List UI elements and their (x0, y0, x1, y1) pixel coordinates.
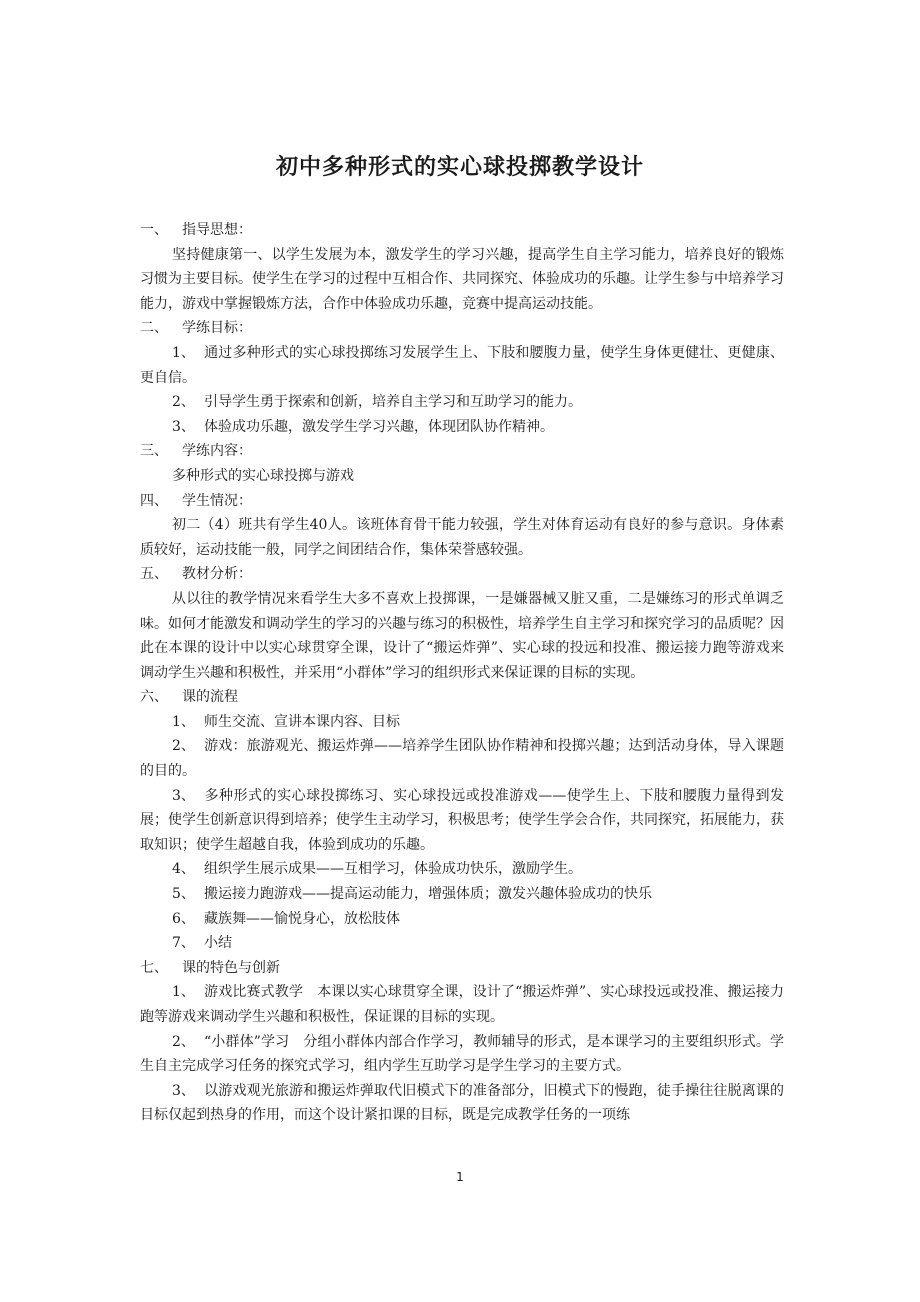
section-heading (140, 218, 784, 243)
list-item (140, 784, 784, 858)
section-title: 教材分析： (182, 566, 252, 583)
section-number: 七、 (140, 959, 168, 976)
document-body (140, 218, 784, 1128)
list-item (140, 710, 784, 735)
item-text: 体验成功乐趣，激发学生学习兴趣，体现团队协作精神。 (204, 418, 554, 435)
list-item (140, 734, 784, 783)
list-item (140, 931, 784, 956)
section-heading (140, 562, 784, 587)
item-text: 搬运接力跑游戏——提高运动能力，增强体质；激发兴趣体验成功的快乐 (204, 886, 652, 903)
item-text: “小群体”学习 分组小群体内部合作学习，教师辅导的形式，是本课学习的主要组织形式。学生自主完成学习任务的探究式学习，组内学生互助学习是学生学习的主要方式。 (140, 1033, 784, 1075)
section-title: 学练目标： (182, 320, 252, 337)
item-number: 7、 (172, 935, 195, 952)
item-number: 1、 (172, 344, 195, 361)
section-title: 学生情况： (182, 492, 252, 509)
paragraph: 从以往的教学情况来看学生大多不喜欢上投掷课，一是嫌器械又脏又重，二是嫌练习的形式单调乏味。如何才能激发和调动学生的学习的兴趣与练习的积极性，培养学生自主学习和探究学习的品质呢？因此在本课的设计中以实心球贯穿全课，设计了“搬运炸弹”、实心球的投远和投准、搬运接力跑等游戏来调动学生兴趣和积极性，并采用“小群体”学习的组织形式来保证课的目标的实现。 (140, 590, 784, 681)
list-item (140, 415, 784, 440)
item-text: 师生交流、宣讲本课内容、目标 (204, 713, 400, 730)
section-heading (140, 685, 784, 710)
section-number: 六、 (140, 689, 168, 706)
item-text: 组织学生展示成果——互相学习，体验成功快乐，激励学生。 (204, 861, 582, 878)
section-title: 课的流程 (182, 689, 238, 706)
item-text: 通过多种形式的实心球投掷练习发展学生上、下肢和腰腹力量，使学生身体更健壮、更健康、更自信。 (140, 344, 784, 386)
list-item (140, 1030, 784, 1079)
section-heading (140, 956, 784, 981)
list-item (140, 857, 784, 882)
list-item (140, 882, 784, 907)
section-number: 二、 (140, 320, 168, 337)
list-item (140, 390, 784, 415)
section-title: 学练内容： (182, 443, 252, 460)
item-number: 4、 (172, 861, 195, 878)
item-text: 游戏比赛式教学 本课以实心球贯穿全课，设计了“搬运炸弹”、实心球投远或投准、搬运接力跑等游戏来调动学生兴趣和积极性，保证课的目标的实现。 (140, 984, 784, 1025)
item-number: 6、 (172, 910, 195, 927)
section-heading (140, 439, 784, 464)
section-number: 一、 (140, 222, 168, 238)
list-item (140, 1079, 784, 1128)
list-item (140, 980, 784, 1029)
list-item (140, 341, 784, 390)
item-number: 3、 (172, 418, 195, 435)
item-text: 以游戏观光旅游和搬运炸弹取代旧模式下的准备部分，旧模式下的慢跑，徒手操往往脱离课的目标仅起到热身的作用，而这个设计紧扣课的目标，既是完成教学任务的一项练 (140, 1082, 784, 1124)
section-number: 三、 (140, 443, 168, 460)
section-title: 课的特色与创新 (182, 959, 280, 976)
paragraph: 初二（4）班共有学生40人。该班体育骨干能力较强，学生对体育运动有良好的参与意识。身体素质较好，运动技能一般，同学之间团结合作，集体荣誉感较强。 (140, 517, 784, 558)
document-title: 初中多种形式的实心球投掷教学设计 (275, 155, 644, 180)
section-title: 指导思想： (182, 222, 252, 238)
item-number: 3、 (172, 1082, 195, 1099)
section-number: 五、 (140, 566, 168, 583)
item-text: 引导学生勇于探索和创新，培养自主学习和互助学习的能力。 (204, 394, 582, 411)
section-heading (140, 489, 784, 514)
item-number: 1、 (172, 713, 195, 730)
paragraph: 坚持健康第一、以学生发展为本，激发学生的学习兴趣，提高学生自主学习能力，培养良好的锻炼习惯为主要目标。使学生在学习的过程中互相合作、共同探究、体验成功的乐趣。让学生参与中培养学习能力，游戏中掌握锻炼方法，合作中体验成功乐趣，竞赛中提高运动技能。 (140, 246, 784, 312)
page-number: 1 (456, 1170, 464, 1184)
item-number: 2、 (172, 738, 195, 755)
item-number: 2、 (172, 1033, 195, 1050)
section-number: 四、 (140, 492, 168, 509)
item-number: 2、 (172, 394, 195, 411)
item-text: 多种形式的实心球投掷练习、实心球投远或投准游戏——使学生上、下肢和腰腹力量得到发展；使学生创新意识得到培养；使学生主动学习，积极思考；使学生学会合作，共同探究，拓展能力，获取知识；使学生超越自我，体验到成功的乐趣。 (140, 787, 784, 853)
item-number: 1、 (172, 984, 195, 1001)
paragraph: 多种形式的实心球投掷与游戏 (172, 467, 354, 484)
item-text: 藏族舞——愉悦身心，放松肢体 (204, 910, 400, 927)
section-heading (140, 316, 784, 341)
item-text: 小结 (204, 935, 232, 952)
item-text: 游戏：旅游观光、搬运炸弹——培养学生团队协作精神和投掷兴趣；达到活动身体，导入课题的目的。 (140, 738, 784, 780)
item-number: 5、 (172, 886, 195, 903)
list-item (140, 907, 784, 932)
item-number: 3、 (172, 787, 195, 804)
